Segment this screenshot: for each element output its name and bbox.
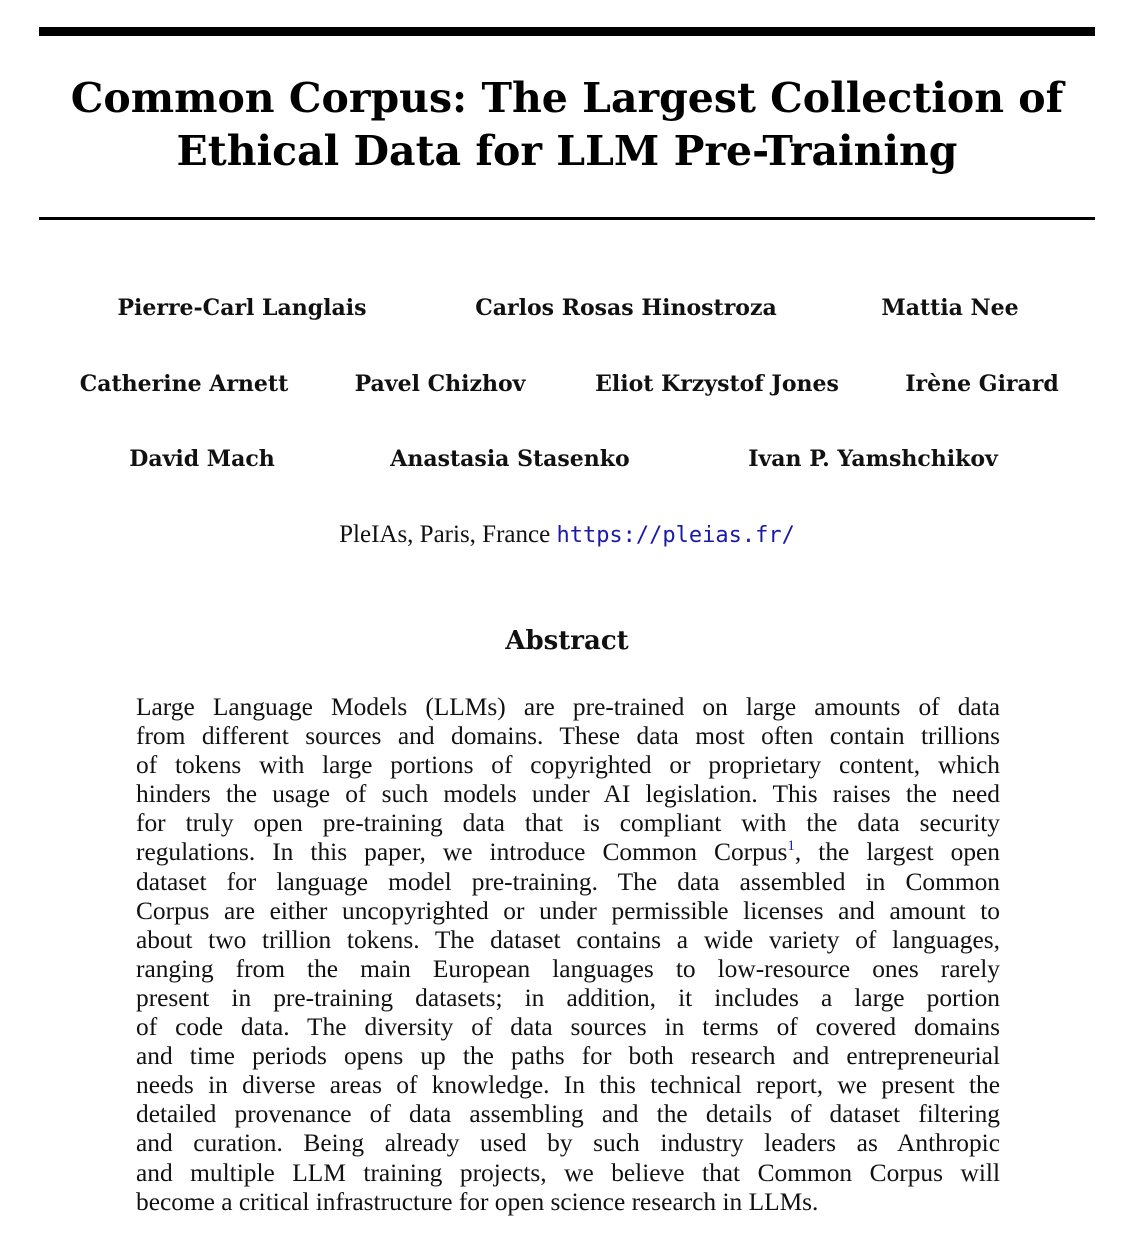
abstract-body	[136, 693, 1000, 1217]
title-line-2: Ethical Data for LLM Pre-Training	[176, 127, 958, 175]
abstract-line: detailed provenance of data assembling and the details of dataset filtering	[136, 1100, 1000, 1129]
abstract-line: Large Language Models (LLMs) are pre-trained on large amounts of data	[136, 693, 1000, 721]
abstract-line: hinders the usage of such models under AI legislation. This raises the need	[136, 780, 1000, 809]
abstract-line: Corpus are either uncopyrighted or under permissible licenses and amount to	[136, 896, 1000, 925]
author-name: Irène Girard	[905, 371, 1059, 397]
title-line-1: Common Corpus: The Largest Collection of	[70, 74, 1064, 122]
abstract-line: of code data. The diversity of data sources in terms of covered domains	[136, 1013, 1000, 1042]
affiliation-text: PleIAs, Paris, France	[339, 521, 551, 548]
author-name: Ivan P. Yamshchikov	[748, 446, 998, 472]
abstract-text-segment: , the largest open	[794, 838, 1000, 867]
abstract-line: dataset for language model pre-training. The data assembled in Common	[136, 867, 1000, 896]
abstract-line: ranging from the main European languages to low-resource ones rarely	[136, 954, 1000, 983]
abstract-line: about two trillion tokens. The dataset contains a wide variety of languages,	[136, 925, 1000, 954]
author-name: David Mach	[129, 446, 275, 472]
author-name: Anastasia Stasenko	[390, 446, 630, 472]
abstract-line: for truly open pre-training data that is compliant with the data security	[136, 809, 1000, 838]
abstract-line: become a critical infrastructure for open science research in LLMs.	[136, 1187, 819, 1216]
abstract-line: of tokens with large portions of copyrighted or proprietary content, which	[136, 751, 1000, 780]
author-name: Pierre-Carl Langlais	[117, 295, 367, 321]
abstract-line: and time periods opens up the paths for both research and entrepreneurial	[136, 1042, 1000, 1071]
abstract-heading: Abstract	[505, 626, 629, 656]
abstract-line: and curation. Being already used by such industry leaders as Anthropic	[136, 1129, 1000, 1158]
footnote-marker-link[interactable]: 1	[787, 838, 795, 855]
paper-title	[39, 72, 1095, 178]
author-name: Pavel Chizhov	[354, 371, 526, 397]
affiliation	[0, 519, 1134, 552]
author-name: Mattia Nee	[881, 295, 1019, 321]
title-bottom-rule	[39, 217, 1095, 220]
author-name: Eliot Krzystof Jones	[595, 371, 839, 397]
affiliation-url-link[interactable]: https://pleias.fr/	[556, 523, 795, 548]
abstract-line: present in pre-training datasets; in addition, it includes a large portion	[136, 983, 1000, 1012]
author-name: Catherine Arnett	[79, 371, 289, 397]
abstract-line: from different sources and domains. These data most often contain trillions	[136, 722, 1000, 751]
abstract-line: and multiple LLM training projects, we believe that Common Corpus will	[136, 1158, 1000, 1187]
abstract-line-with-footnote	[136, 838, 1000, 867]
abstract-line: needs in diverse areas of knowledge. In this technical report, we present the	[136, 1071, 1000, 1100]
abstract-text-segment: regulations. In this paper, we introduce Common Corpus	[136, 838, 788, 867]
author-name: Carlos Rosas Hinostroza	[475, 295, 777, 321]
top-rule	[39, 27, 1095, 36]
